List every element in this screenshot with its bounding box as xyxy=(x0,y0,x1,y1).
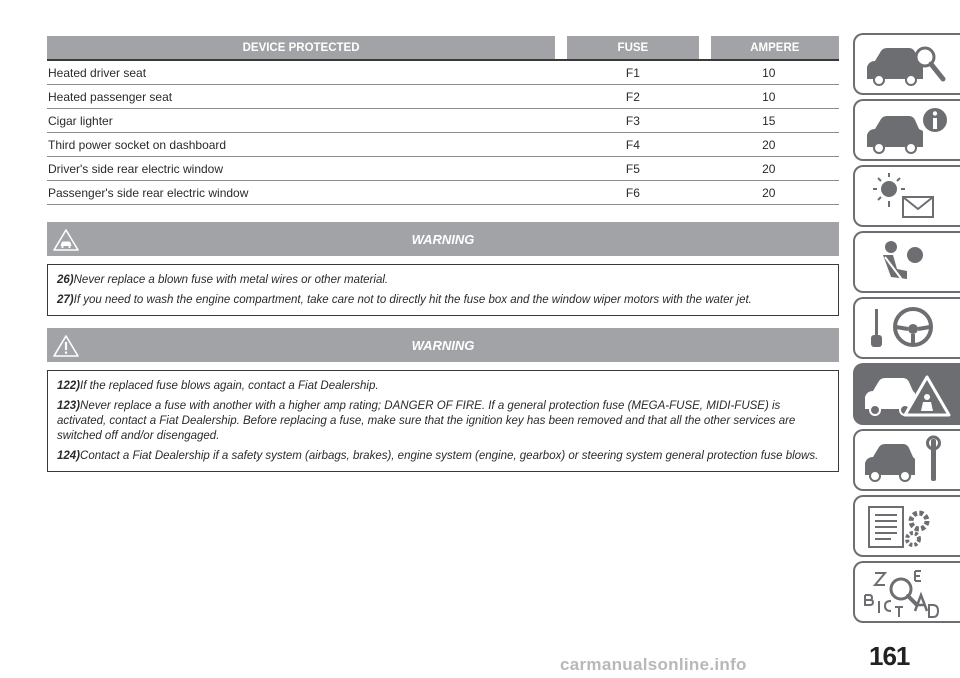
tab-index[interactable] xyxy=(853,561,960,623)
device-cell: Third power socket on dashboard xyxy=(47,133,567,157)
car-hazard-icon xyxy=(53,229,79,251)
warning-item xyxy=(57,379,829,394)
fuse-cell: F6 xyxy=(567,181,698,205)
warning-1-title: WARNING xyxy=(411,232,475,247)
tab-knowing-your-car[interactable] xyxy=(853,33,960,95)
warning-item-text: Never replace a fuse with another with a higher amp rating; DANGER OF FIRE. If a general protection fuse (MEGA-FUSE, MIDI-FUSE) is activated, contact a Fiat Dealership. Before replacing a fuse, make sure that the ignition key has been removed and that all the other services are switched off and/or disengaged. xyxy=(57,400,796,442)
device-cell: Heated passenger seat xyxy=(47,85,567,109)
device-cell: Passenger's side rear electric window xyxy=(47,181,567,205)
warning-item xyxy=(57,273,829,288)
tab-warning-lights[interactable] xyxy=(853,165,960,227)
fuse-cell: F3 xyxy=(567,109,698,133)
tab-technical-specifications[interactable] xyxy=(853,495,960,557)
warning-item-number: 27) xyxy=(57,294,74,306)
fuse-table xyxy=(47,36,839,205)
device-cell: Heated driver seat xyxy=(47,61,567,85)
page-content xyxy=(47,36,839,472)
table-row xyxy=(47,157,839,181)
watermark-text: carmanualsonline.info xyxy=(560,655,747,674)
ampere-cell: 15 xyxy=(699,109,839,133)
table-header-row xyxy=(47,36,839,61)
car-wrench-icon xyxy=(859,435,955,487)
seat-airbag-icon xyxy=(859,237,955,289)
tab-in-an-emergency[interactable] xyxy=(853,363,960,425)
table-row xyxy=(47,181,839,205)
fuse-cell: F5 xyxy=(567,157,698,181)
warning-1-header xyxy=(47,222,839,256)
warning-1-box xyxy=(47,264,839,316)
header-device: DEVICE PROTECTED xyxy=(47,36,555,61)
ampere-cell: 10 xyxy=(699,85,839,109)
ampere-cell: 20 xyxy=(699,181,839,205)
header-gap xyxy=(699,36,711,61)
fuse-cell: F4 xyxy=(567,133,698,157)
table-row xyxy=(47,85,839,109)
tab-servicing-and-care[interactable] xyxy=(853,429,960,491)
ampere-cell: 20 xyxy=(699,133,839,157)
fuse-cell: F2 xyxy=(567,85,698,109)
warning-2-box xyxy=(47,370,839,472)
warning-item-text: If you need to wash the engine compartment, take care not to directly hit the fuse box and the window wiper motors with the water jet. xyxy=(73,294,752,306)
header-ampere: AMPERE xyxy=(711,36,839,61)
light-envelope-icon xyxy=(859,171,955,223)
car-magnifier-icon xyxy=(859,39,955,91)
device-cell: Cigar lighter xyxy=(47,109,567,133)
warning-2-header xyxy=(47,328,839,362)
alphabet-index-icon xyxy=(859,567,955,619)
table-row xyxy=(47,133,839,157)
tab-starting-driving[interactable] xyxy=(853,297,960,359)
key-steering-wheel-icon xyxy=(859,303,955,355)
warning-item-text: If the replaced fuse blows again, contact a Fiat Dealership. xyxy=(80,380,379,392)
ampere-cell: 10 xyxy=(699,61,839,85)
table-row xyxy=(47,109,839,133)
chapter-tabs xyxy=(853,33,960,627)
page-number: 161 xyxy=(869,641,910,671)
warning-item-text: Contact a Fiat Dealership if a safety system (airbags, brakes), engine system (engine, gearbox) or steering system general protection fuse blows. xyxy=(80,450,819,462)
warning-item-number: 26) xyxy=(57,274,74,286)
warning-item xyxy=(57,449,829,464)
warning-item xyxy=(57,293,829,308)
exclamation-triangle-icon xyxy=(53,335,79,357)
ampere-cell: 20 xyxy=(699,157,839,181)
warning-item-number: 123) xyxy=(57,400,81,412)
warning-item-number: 124) xyxy=(57,450,81,462)
header-gap xyxy=(555,36,567,61)
tab-safety-info[interactable] xyxy=(853,99,960,161)
tab-safety[interactable] xyxy=(853,231,960,293)
car-emergency-icon xyxy=(859,369,955,421)
warning-2-title: WARNING xyxy=(411,338,475,353)
warning-item-number: 122) xyxy=(57,380,81,392)
fuse-cell: F1 xyxy=(567,61,698,85)
table-row xyxy=(47,61,839,85)
warning-item xyxy=(57,399,829,444)
document-gear-icon xyxy=(859,501,955,553)
warning-item-text: Never replace a blown fuse with metal wires or other material. xyxy=(73,274,389,286)
device-cell: Driver's side rear electric window xyxy=(47,157,567,181)
car-info-icon xyxy=(859,105,955,157)
header-fuse: FUSE xyxy=(567,36,698,61)
